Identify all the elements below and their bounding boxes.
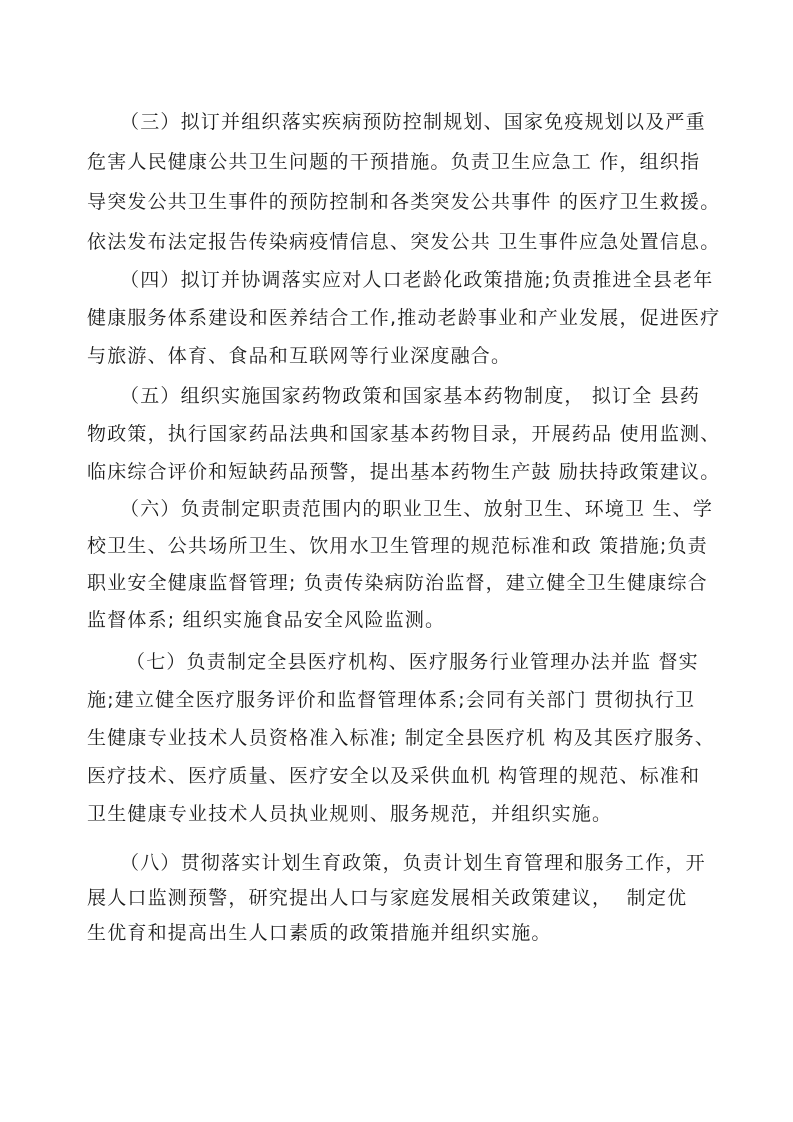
paragraph-line: （三）拟订并组织落实疾病预防控制规划、国家免疫规划以及严重 — [120, 111, 706, 133]
paragraph-line: 健康服务体系建设和医养结合工作,推动老龄事业和产业发展，促进医疗 — [87, 307, 721, 329]
paragraph-line: 展人口监测预警，研究提出人口与家庭发展相关政策建议， 制定优 — [87, 887, 688, 909]
paragraph-line: 与旅游、体育、食品和互联网等行业深度融合。 — [87, 345, 512, 367]
paragraph-line: 物政策，执行国家药品法典和国家基本药物目录，开展药品 使用监测、 — [87, 423, 721, 445]
paragraph-line: （八）贯彻落实计划生育政策，负责计划生育管理和服务工作，开 — [120, 852, 706, 874]
paragraph-line: 医疗技术、医疗质量、医疗安全以及采供血机 构管理的规范、标准和 — [87, 765, 701, 787]
paragraph-line: （六）负责制定职责范围内的职业卫生、放射卫生、环境卫 生、学 — [120, 498, 714, 520]
paragraph-line: 施;建立健全医疗服务评价和监督管理体系;会同有关部门 贯彻执行卫 — [87, 689, 696, 711]
paragraph-line: （四）拟订并协调落实应对人口老龄化政策措施;负责推进全县老年 — [120, 269, 714, 291]
paragraph-line: （五）组织实施国家药物政策和国家基本药物制度， 拟订全 县药 — [120, 385, 701, 407]
paragraph-line: 导突发公共卫生事件的预防控制和各类突发公共事件 的医疗卫生救援。 — [87, 191, 721, 213]
paragraph-line: 生健康专业技术人员资格准入标准; 制定全县医疗机 构及其医疗服务、 — [87, 727, 716, 749]
paragraph-line: 临床综合评价和短缺药品预警，提出基本药物生产鼓 励扶持政策建议。 — [87, 461, 721, 483]
paragraph-line: 依法发布法定报告传染病疫情信息、突发公共 卫生事件应急处置信息。 — [87, 231, 721, 253]
paragraph-line: 监督体系; 组织实施食品安全风险监测。 — [87, 609, 446, 631]
paragraph-line: 校卫生、公共场所卫生、饮用水卫生管理的规范标准和政 策措施;负责 — [87, 535, 708, 557]
paragraph-line: 卫生健康专业技术人员执业规则、服务规范，并组织实施。 — [87, 803, 613, 825]
paragraph-line: 职业安全健康监督管理; 负责传染病防治监督，建立健全卫生健康综合 — [87, 572, 708, 594]
paragraph-line: （七）负责制定全县医疗机构、医疗服务行业管理办法并监 督实 — [126, 651, 699, 673]
paragraph-line: 生优育和提高出生人口素质的政策措施并组织实施。 — [87, 922, 552, 944]
paragraph-line: 危害人民健康公共卫生问题的干预措施。负责卫生应急工 作，组织指 — [87, 151, 701, 173]
